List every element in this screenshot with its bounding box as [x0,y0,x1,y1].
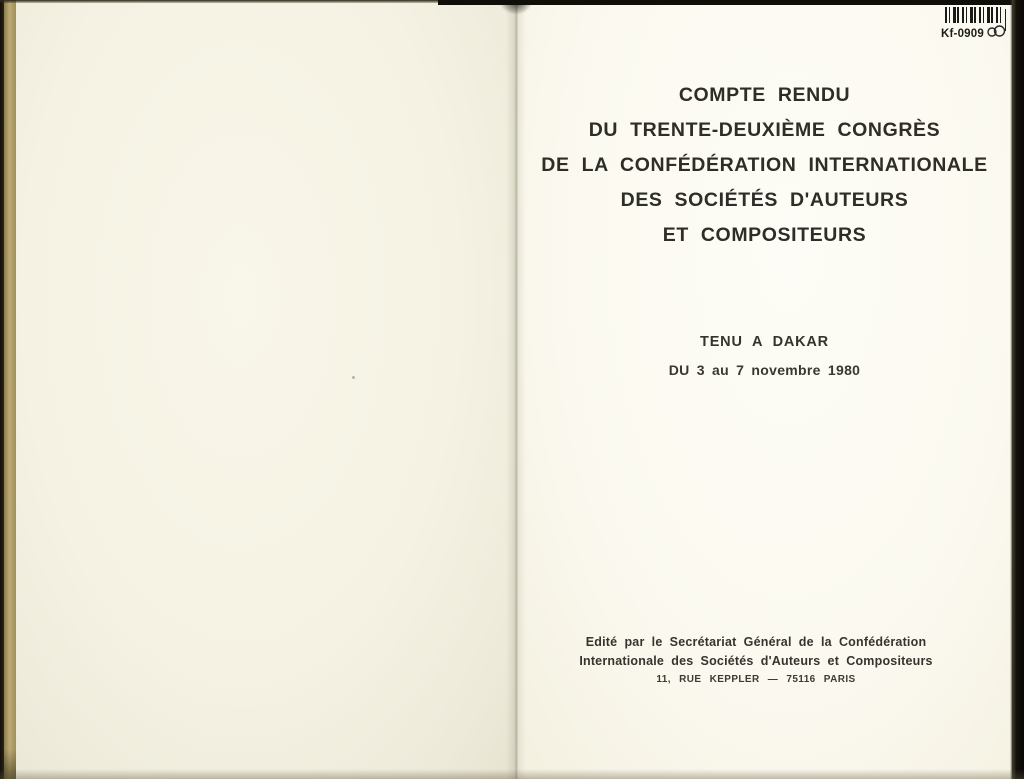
publisher-line-1: Edité par le Secrétariat Général de la Confédération [585,635,927,649]
paper-speck [352,376,355,379]
title-line-5: ET COMPOSITEURS [662,224,867,246]
catalog-label [941,7,1019,43]
barcode-tick-mark [1005,9,1007,31]
bottom-edge-shadow [0,769,1024,779]
title-block [516,78,1013,253]
title-line-2: DU TRENTE-DEUXIÈME CONGRÈS [588,119,941,141]
title-line-1: COMPTE RENDU [678,84,851,106]
title-line-3: DE LA CONFÉDÉRATION INTERNATIONALE [541,154,988,176]
left-page-blank [16,0,516,779]
venue-line: TENU A DAKAR [700,334,829,350]
barcode-icon [945,7,1001,23]
double-circle-stamp-icon [986,24,1006,43]
publisher-line-2: Internationale des Sociétés d'Auteurs et Compositeurs [579,654,933,668]
publisher-block [516,633,996,685]
title-line-4: DES SOCIÉTÉS D'AUTEURS [620,189,909,211]
catalog-code: Kf-0909 [941,27,984,40]
left-cover-strip [4,0,16,779]
publisher-address: 11, RUE KEPPLER — 75116 PARIS [656,674,856,685]
top-edge-dark [438,0,1024,5]
date-line: DU 3 au 7 novembre 1980 [668,362,861,378]
